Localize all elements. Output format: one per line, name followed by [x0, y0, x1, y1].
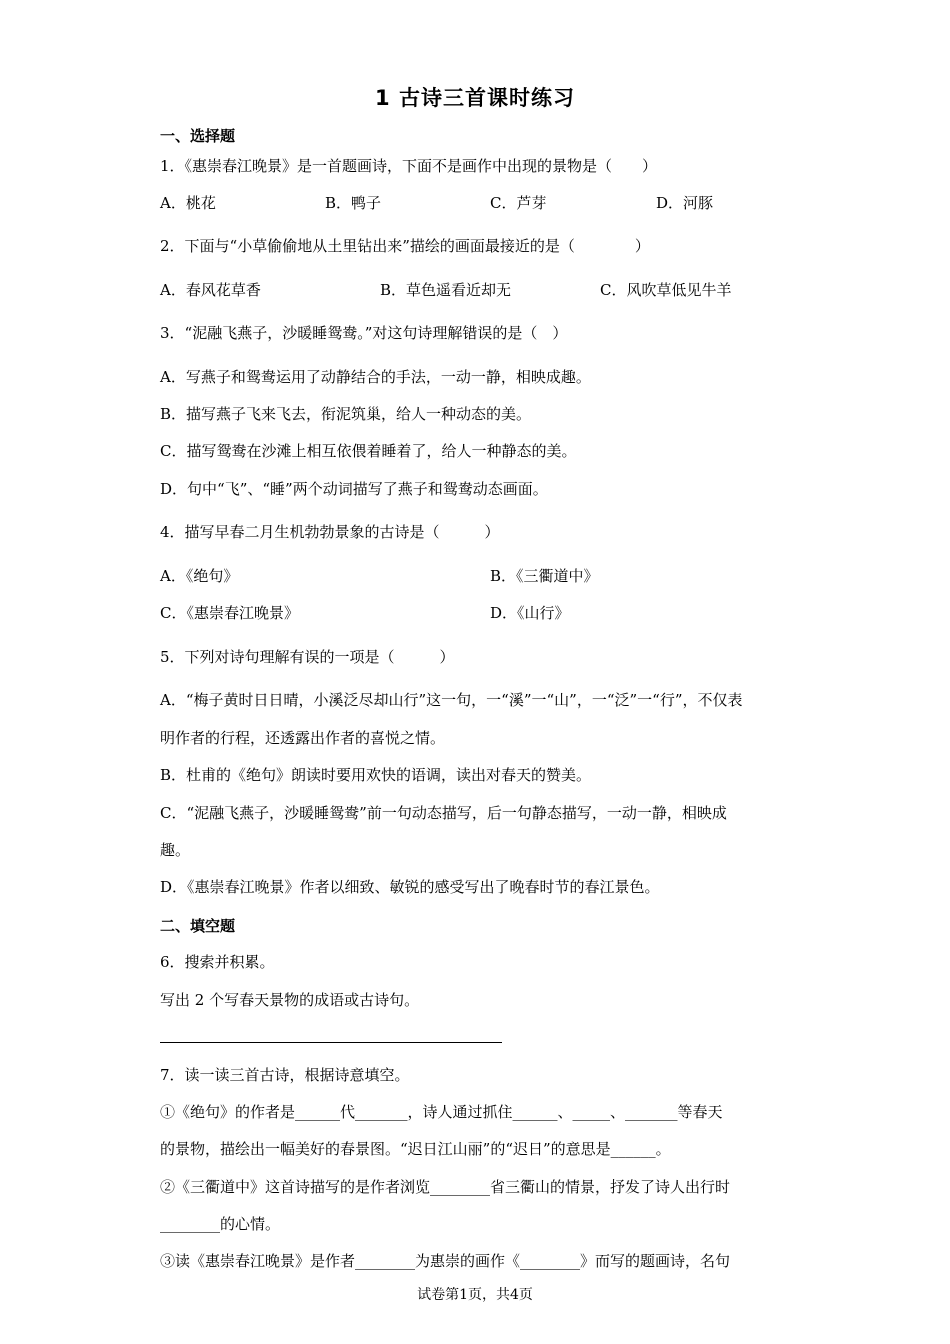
question-5-option-a-line-1: A．“梅子黄时日日晴，小溪泛尽却山行”这一句，一“溪”一“山”，一“泛”一“行”，不仅表	[160, 691, 743, 709]
question-3-option-c: C．描写鸳鸯在沙滩上相互依偎着睡着了，给人一种静态的美。	[160, 442, 577, 460]
question-3-option-d: D．句中“飞”、“睡”两个动词描写了燕子和鸳鸯动态画面。	[160, 480, 548, 498]
section-heading-fill: 二、填空题	[160, 917, 236, 935]
question-5-option-d: D．《惠崇春江晚景》作者以细致、敏锐的感受写出了晚春时节的春江景色。	[160, 878, 660, 896]
question-7-stem: 7．读一读三首古诗，根据诗意填空。	[160, 1066, 410, 1084]
question-5-stem: 5．下列对诗句理解有误的一项是（ ）	[160, 648, 455, 666]
question-4-option-d: D．《山行》	[490, 604, 570, 622]
question-7-part-2-line-2: ________的心情。	[160, 1215, 281, 1233]
question-1-stem: 1．《惠崇春江晚景》是一首题画诗，下面不是画作中出现的景物是（ ）	[160, 157, 658, 175]
section-heading-choice: 一、选择题	[160, 127, 236, 145]
question-5-option-c-line-2: 趣。	[160, 841, 191, 859]
question-7-part-1-line-2: 的景物，描绘出一幅美好的春景图。“迟日江山丽”的“迟日”的意思是______。	[160, 1140, 671, 1158]
question-2-option-c: C．风吹草低见牛羊	[600, 281, 732, 299]
page-title: 1 古诗三首课时练习	[375, 86, 575, 110]
question-4-stem: 4．描写早春二月生机勃勃景象的古诗是（ ）	[160, 523, 500, 541]
question-5-option-b: B．杜甫的《绝句》朗读时要用欢快的语调，读出对春天的赞美。	[160, 766, 592, 784]
question-2-option-b: B．草色遥看近却无	[380, 281, 512, 299]
question-4-option-b: B．《三衢道中》	[490, 567, 599, 585]
question-3-stem: 3．“泥融飞燕子，沙暖睡鸳鸯。”对这句诗理解错误的是（ ）	[160, 324, 568, 342]
question-2-option-a: A．春风花草香	[160, 281, 261, 299]
question-7-part-3-line-1: ③读《惠崇春江晚景》是作者________为惠崇的画作《________》而写的题画诗，名句	[160, 1252, 731, 1270]
question-1-option-c: C．芦芽	[490, 194, 547, 212]
question-3-option-a: A．写燕子和鸳鸯运用了动静结合的手法，一动一静，相映成趣。	[160, 368, 591, 386]
question-6-answer-line	[160, 1042, 502, 1043]
question-7-part-1-line-1: ①《绝句》的作者是______代_______，诗人通过抓住______、_____、_______等春天	[160, 1103, 723, 1121]
question-3-option-b: B．描写燕子飞来飞去，衔泥筑巢，给人一种动态的美。	[160, 405, 532, 423]
question-1-option-d: D．河豚	[656, 194, 714, 212]
question-2-stem: 2．下面与“小草偷偷地从土里钻出来”描绘的画面最接近的是（ ）	[160, 237, 650, 255]
question-4-option-c: C．《惠崇春江晚景》	[160, 604, 299, 622]
question-1-option-b: B．鸭子	[325, 194, 382, 212]
question-5-option-c-line-1: C．“泥融飞燕子，沙暖睡鸳鸯”前一句动态描写，后一句静态描写，一动一静，相映成	[160, 804, 727, 822]
question-6-stem: 6．搜索并积累。	[160, 953, 275, 971]
question-6-subprompt: 写出 2 个写春天景物的成语或古诗句。	[160, 991, 420, 1009]
question-5-option-a-line-2: 明作者的行程，还透露出作者的喜悦之情。	[160, 729, 446, 747]
page-footer: 试卷第1页，共4页	[417, 1287, 533, 1303]
question-4-option-a: A．《绝句》	[160, 567, 239, 585]
question-1-option-a: A．桃花	[160, 194, 216, 212]
question-7-part-2-line-1: ②《三衢道中》这首诗描写的是作者浏览________省三衢山的情景，抒发了诗人出行时	[160, 1178, 731, 1196]
